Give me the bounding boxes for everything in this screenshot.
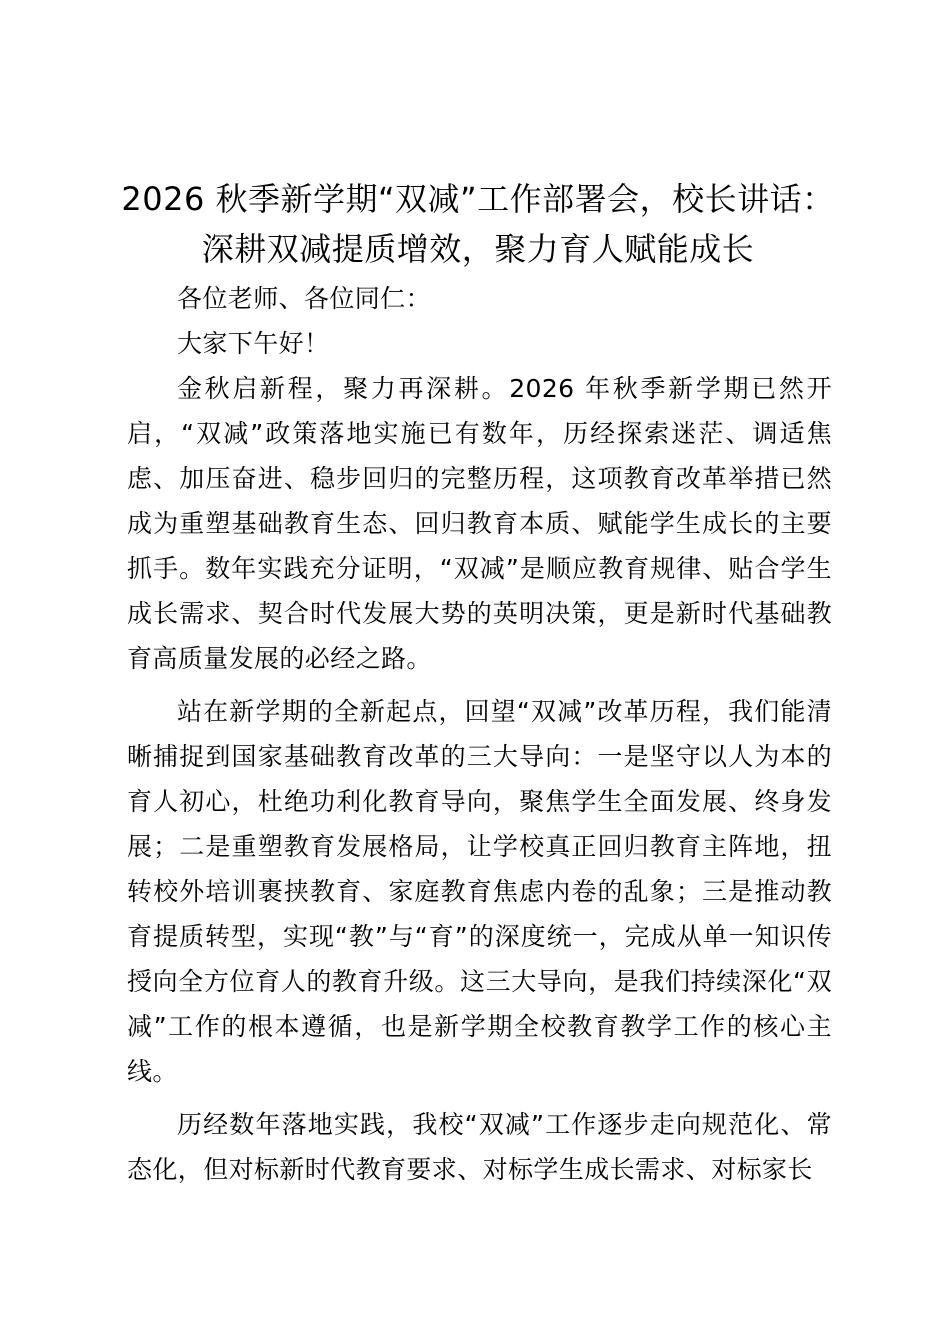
- paragraph-practice: 历经数年落地实践，我校“双减”工作逐步走向规范化、常态化，但对标新时代教育要求、对标学生成长需求、对标家长: [127, 1110, 832, 1184]
- greeting: 大家下午好！: [177, 329, 330, 358]
- paragraph-intro: 金秋启新程，聚力再深耕。2026 年秋季新学期已然开启，“双减”政策落地实施已有数年，历经探索迷茫、调适焦虑、加压奋进、稳步回归的完整历程，这项教育改革举措已然成为重塑基础教育生态、回归教育本质、赋能学生成长的主要抓手。数年实践充分证明，“双减”是顺应教育规律、贴合学生成长需求、契合时代发展大势的英明决策，更是新时代基础教育高质量发展的必经之路。: [127, 374, 832, 673]
- salutation: 各位老师、各位同仁：: [177, 284, 432, 313]
- document-title: 2026 秋季新学期“双减”工作部署会，校长讲话：深耕双减提质增效，聚力育人赋能成长: [121, 180, 835, 268]
- paragraph-three-directions: 站在新学期的全新起点，回望“双减”改革历程，我们能清晰捕捉到国家基础教育改革的三大导向：一是坚守以人为本的育人初心，杜绝功利化教育导向，聚焦学生全面发展、终身发展；二是重塑教育发展格局，让学校真正回归教育主阵地，扭转校外培训裹挟教育、家庭教育焦虑内卷的乱象；三是推动教育提质转型，实现“教”与“育”的深度统一，完成从单一知识传授向全方位育人的教育升级。这三大导向，是我们持续深化“双减”工作的根本遵循，也是新学期全校教育教学工作的核心主线。: [127, 697, 832, 1086]
- document-body: [127, 276, 832, 1192]
